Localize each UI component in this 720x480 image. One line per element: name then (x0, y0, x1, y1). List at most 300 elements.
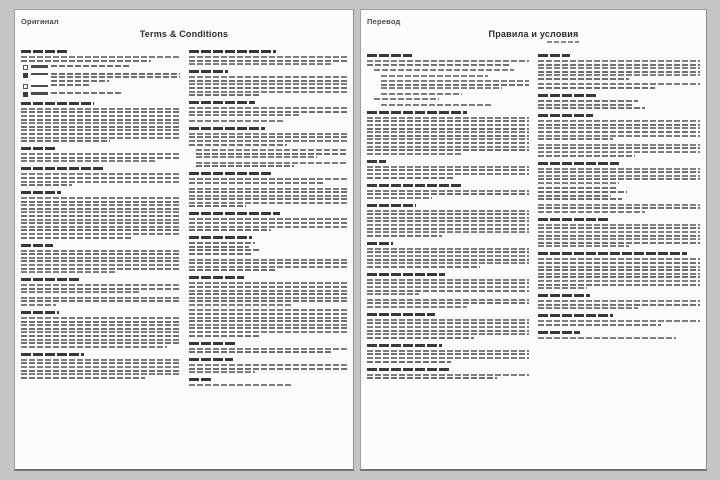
text-line (538, 147, 700, 149)
text-line (189, 56, 348, 58)
text-line (538, 67, 700, 69)
text-line (189, 178, 348, 180)
text-line (381, 84, 529, 86)
text-line (189, 246, 249, 248)
text-line (21, 233, 180, 235)
contact-label (31, 65, 48, 68)
text-line (538, 195, 611, 197)
text-line (367, 177, 454, 179)
text-line (538, 151, 700, 153)
section-heading (189, 276, 244, 279)
text-line (21, 222, 180, 224)
text-line (189, 304, 294, 306)
text-line (21, 253, 180, 255)
text-line (189, 182, 325, 184)
section-heading (189, 212, 281, 215)
section-heading (189, 358, 233, 361)
text-line (367, 228, 529, 230)
outline-square-icon (23, 65, 28, 70)
text-line (51, 80, 109, 82)
text-line (196, 153, 348, 155)
section-heading (21, 311, 59, 314)
text-line (367, 231, 529, 233)
text-paragraph (367, 350, 529, 363)
text-line (189, 218, 348, 220)
text-line (538, 258, 700, 260)
contact-row (23, 73, 180, 82)
section-heading (189, 172, 271, 175)
text-line (21, 335, 180, 337)
text-line (21, 339, 180, 341)
contact-label (31, 73, 48, 76)
text-line (367, 282, 529, 284)
text-line (189, 202, 348, 204)
text-line (21, 271, 116, 273)
page-columns (367, 49, 700, 383)
text-line (367, 266, 480, 268)
text-paragraph (538, 120, 700, 140)
text-line (21, 122, 180, 124)
text-line (367, 251, 529, 253)
text-line (196, 149, 348, 151)
text-line (21, 373, 180, 375)
section-heading (189, 70, 229, 73)
section-heading (538, 331, 580, 334)
text-line (189, 191, 348, 193)
text-line (538, 155, 635, 157)
text-paragraph (367, 60, 529, 66)
list-item (196, 162, 348, 168)
text-line (21, 328, 180, 330)
text-line (538, 337, 676, 339)
text-line (367, 124, 529, 126)
text-line (21, 204, 180, 206)
section-heading (538, 94, 596, 97)
text-paragraph (538, 300, 700, 309)
text-line (189, 309, 348, 311)
text-line (51, 73, 180, 75)
text-line (538, 238, 700, 240)
text-line (538, 191, 627, 193)
text-line (21, 359, 180, 361)
text-line (189, 324, 348, 326)
text-line (189, 348, 348, 350)
page-label-original: Оригинал (21, 17, 59, 26)
section-heading (538, 162, 619, 165)
contact-value (51, 65, 180, 67)
text-paragraph (367, 248, 529, 268)
text-line (189, 222, 348, 224)
text-line (538, 131, 700, 133)
text-line (538, 144, 700, 146)
text-line (21, 56, 180, 58)
text-line (367, 333, 529, 335)
text-paragraph (367, 374, 529, 380)
text-line (21, 237, 132, 239)
text-paragraph (538, 320, 700, 326)
text-line (538, 242, 700, 244)
text-line (21, 133, 180, 135)
text-line (189, 335, 262, 337)
text-line (367, 357, 529, 359)
text-line (367, 326, 529, 328)
text-line (538, 324, 661, 326)
text-line (21, 181, 180, 183)
text-line (367, 319, 529, 321)
text-line (367, 306, 467, 308)
text-line (367, 146, 529, 148)
text-line (21, 226, 180, 228)
text-line (21, 377, 145, 379)
text-line (189, 114, 300, 116)
text-line (367, 337, 474, 339)
text-paragraph (538, 224, 700, 248)
text-line (21, 184, 72, 186)
text-line (21, 208, 180, 210)
text-line (189, 94, 262, 96)
text-line (189, 87, 348, 89)
text-line (189, 313, 348, 315)
text-line (21, 346, 167, 348)
section-heading (189, 50, 276, 53)
text-line (21, 137, 180, 139)
contact-label (31, 92, 48, 95)
text-paragraph (21, 108, 180, 142)
text-line (189, 120, 284, 122)
text-paragraph (367, 279, 529, 295)
text-line (21, 331, 180, 333)
text-line (538, 71, 700, 73)
list-item (196, 149, 348, 158)
text-line (538, 287, 587, 289)
text-paragraph (538, 144, 700, 157)
text-line (538, 135, 700, 137)
text-line (189, 384, 294, 386)
text-paragraph (538, 204, 700, 213)
section-heading (367, 313, 435, 316)
section-heading (21, 191, 61, 194)
text-line (189, 144, 287, 146)
text-line (367, 322, 529, 324)
text-line (21, 304, 56, 306)
text-paragraph (21, 317, 180, 348)
text-line (538, 178, 700, 180)
text-line (189, 331, 348, 333)
text-line (189, 107, 348, 109)
contact-value (51, 84, 180, 86)
text-paragraph (21, 297, 180, 306)
text-line (538, 269, 700, 271)
text-line (21, 157, 180, 159)
text-line (367, 138, 529, 140)
text-line (21, 153, 180, 155)
section-heading (367, 344, 442, 347)
text-paragraph (21, 56, 180, 62)
text-paragraph (21, 359, 180, 379)
text-line (21, 260, 180, 262)
text-line (381, 87, 502, 89)
text-line (189, 317, 348, 319)
text-line (189, 327, 348, 329)
text-line (21, 129, 180, 131)
text-line (367, 299, 529, 301)
text-line (21, 119, 180, 121)
text-paragraph (21, 250, 180, 274)
text-paragraph (189, 120, 348, 122)
text-paragraph (367, 319, 529, 339)
text-line (189, 286, 348, 288)
text-line (367, 169, 529, 171)
text-line (189, 297, 348, 299)
text-line (367, 224, 529, 226)
text-line (189, 76, 348, 78)
text-line (189, 198, 348, 200)
filled-square-icon (23, 92, 28, 97)
filled-square-icon (23, 73, 28, 78)
text-line (21, 297, 180, 299)
text-line (189, 368, 348, 370)
text-line (538, 231, 700, 233)
text-line (538, 138, 613, 140)
text-line (538, 235, 700, 237)
text-line (538, 224, 700, 226)
text-line (21, 140, 110, 142)
text-line (189, 259, 348, 261)
list-item (381, 104, 529, 106)
short-line-group (538, 100, 700, 109)
text-line (21, 219, 180, 221)
text-line (21, 321, 180, 323)
text-line (21, 288, 180, 290)
text-line (367, 262, 529, 264)
text-line (367, 290, 529, 292)
text-line (367, 350, 529, 352)
text-line (189, 371, 256, 373)
text-line (21, 173, 180, 175)
text-paragraph (367, 117, 529, 155)
text-paragraph (367, 299, 529, 308)
text-line (367, 149, 529, 151)
list-item (381, 80, 529, 89)
text-line (21, 291, 141, 293)
text-line (367, 361, 451, 363)
text-line (21, 111, 180, 113)
text-line (189, 320, 348, 322)
section-heading (538, 54, 570, 57)
text-line (367, 279, 529, 281)
text-line (538, 280, 700, 282)
text-line (21, 300, 180, 302)
text-line (367, 302, 529, 304)
text-line (538, 182, 619, 184)
section-heading (538, 218, 609, 221)
text-line (189, 80, 348, 82)
page-column (189, 45, 348, 390)
text-paragraph (538, 168, 700, 184)
text-line (367, 353, 529, 355)
text-line (367, 197, 432, 199)
section-heading (367, 204, 416, 207)
section-heading (21, 147, 56, 150)
text-line (189, 364, 348, 366)
text-line (21, 229, 180, 231)
text-line (538, 245, 629, 247)
text-paragraph (189, 364, 348, 373)
text-line (367, 142, 529, 144)
page-columns (21, 45, 347, 390)
text-line (367, 153, 461, 155)
section-heading (538, 114, 593, 117)
text-line (381, 75, 488, 77)
page-column (367, 49, 529, 383)
page-column (21, 45, 180, 390)
text-line (367, 286, 529, 288)
list-item (374, 98, 529, 100)
text-line (367, 120, 529, 122)
text-line (21, 362, 180, 364)
section-heading (189, 236, 252, 239)
text-line (189, 351, 332, 353)
text-line (189, 83, 348, 85)
text-line (538, 187, 616, 189)
text-line (21, 115, 180, 117)
page-title-original: Terms & Conditions (139, 29, 229, 39)
section-heading (367, 273, 445, 276)
text-line (21, 126, 180, 128)
contact-value (51, 73, 180, 82)
text-line (538, 78, 629, 80)
text-line (189, 205, 246, 207)
text-line (374, 69, 514, 71)
text-paragraph (189, 133, 348, 146)
text-paragraph (189, 107, 348, 116)
text-line (367, 64, 510, 66)
text-line (189, 242, 256, 244)
text-line (189, 195, 348, 197)
text-paragraph (21, 153, 180, 162)
list-item (381, 75, 529, 77)
text-line (538, 87, 655, 89)
text-line (538, 74, 700, 76)
document-page-translation (360, 9, 707, 471)
text-paragraph (538, 60, 700, 80)
text-line (538, 266, 700, 268)
text-line (21, 268, 180, 270)
text-line (367, 60, 529, 62)
text-line (189, 133, 348, 135)
text-paragraph (189, 178, 348, 184)
text-paragraph (538, 83, 700, 89)
text-line (189, 262, 348, 264)
section-heading (21, 102, 94, 105)
section-heading (21, 167, 103, 170)
text-paragraph (189, 188, 348, 208)
text-line (381, 80, 529, 82)
section-heading (367, 111, 467, 114)
text-line (538, 284, 700, 286)
page-column (538, 49, 700, 383)
text-line (21, 108, 180, 110)
section-heading (367, 368, 451, 371)
list-item (381, 93, 529, 95)
text-line (538, 64, 700, 66)
text-line (538, 207, 700, 209)
text-line (21, 366, 180, 368)
text-line (367, 235, 442, 237)
section-heading (538, 314, 613, 317)
text-line (367, 193, 529, 195)
text-paragraph (189, 348, 348, 354)
text-line (538, 300, 700, 302)
text-line (538, 204, 700, 206)
text-line (21, 197, 180, 199)
text-line (189, 266, 348, 268)
text-paragraph (21, 197, 180, 239)
contact-label (31, 85, 48, 88)
text-paragraph (21, 284, 180, 293)
section-heading (538, 252, 687, 255)
text-line (189, 226, 348, 228)
text-line (538, 171, 700, 173)
text-line (367, 117, 529, 119)
text-line (538, 120, 700, 122)
text-line (367, 377, 497, 379)
text-line (21, 160, 157, 162)
text-line (21, 284, 180, 286)
contact-row (23, 92, 180, 97)
text-line (21, 177, 180, 179)
text-line (21, 250, 180, 252)
text-line (367, 330, 529, 332)
text-line (367, 259, 529, 261)
text-line (538, 211, 645, 213)
text-line (21, 257, 180, 259)
text-paragraph (21, 173, 180, 186)
text-line (538, 262, 700, 264)
section-heading (189, 342, 237, 345)
text-line (538, 104, 632, 106)
text-line (367, 210, 529, 212)
text-line (189, 188, 348, 190)
page-label-translation: Перевод (367, 17, 401, 26)
text-line (189, 140, 348, 142)
text-paragraph (189, 56, 348, 65)
section-heading (21, 244, 53, 247)
text-paragraph (367, 166, 529, 179)
text-paragraph (189, 218, 348, 231)
text-line (538, 175, 700, 177)
contact-row (23, 84, 180, 89)
section-heading (367, 184, 461, 187)
text-line (51, 84, 90, 86)
text-line (538, 127, 700, 129)
text-line (189, 300, 348, 302)
text-line (538, 60, 700, 62)
text-line (21, 215, 180, 217)
text-line (367, 374, 529, 376)
text-line (189, 290, 348, 292)
text-line (367, 128, 529, 130)
text-line (51, 92, 123, 94)
text-line (538, 100, 638, 102)
text-line (21, 342, 180, 344)
text-line (189, 253, 252, 255)
text-line (538, 124, 700, 126)
text-line (381, 104, 493, 106)
short-line-group (538, 187, 700, 200)
text-line (367, 135, 529, 137)
contact-value (51, 92, 180, 94)
